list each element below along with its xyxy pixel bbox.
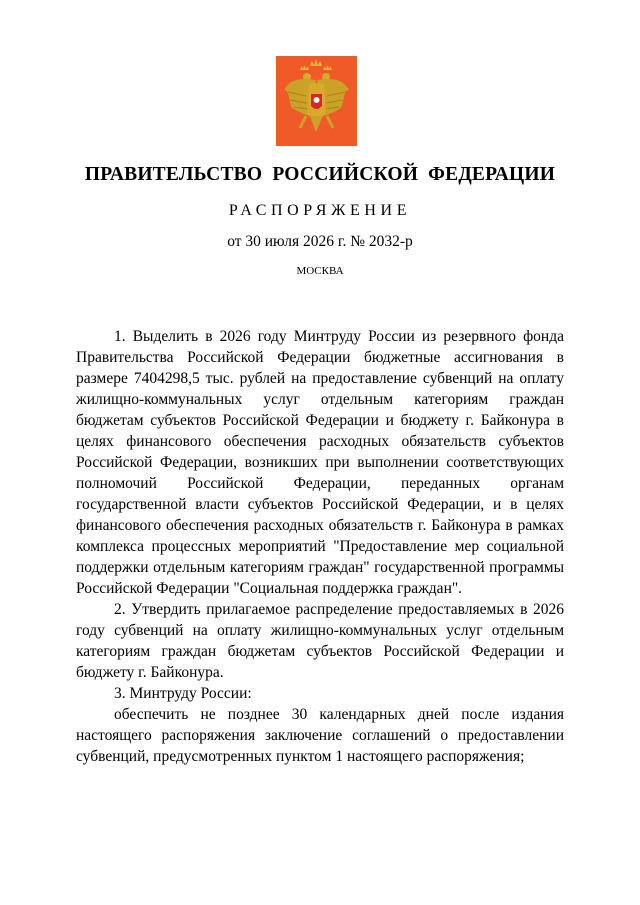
paragraph-item-3: 3. Минтруду России: [114, 685, 252, 702]
government-title: ПРАВИТЕЛЬСТВО РОССИЙСКОЙ ФЕДЕРАЦИИ [84, 164, 556, 185]
document-type: РАСПОРЯЖЕНИЕ [228, 202, 412, 219]
paragraph-item-2: 2. Утвердить прилагаемое распределение предоставляемых в 2026 году субвенций на оплату жилищно-коммунальных услуг отдельным категориям граждан бюджетам субъектов Российской Федерации и бюджету г. Байконура. [76, 601, 564, 681]
document-place: МОСКВА [296, 265, 344, 277]
document-body [76, 326, 564, 767]
coat-of-arms-emblem [276, 56, 357, 146]
paragraph-item-1: 1. Выделить в 2026 году Минтруду России из резервного фонда Правительства Российской Федерации бюджетные ассигнования в размере 7404298,5 тыс. рублей на предоставление субвенций на оплату жилищно-коммунальных услуг отдельным категориям граждан бюджетам субъектов Российской Федерации и бюджету г. Байконура в целях финансового обеспечения расходных обязательств субъектов Российской Федерации, возникших при выполнении соответствующих полномочий Российской Федерации, переданных органам государственной власти субъектов Российской Федерации, и в целях финансового обеспечения расходных обязательств г. Байконура в рамках комплекса процессных мероприятий "Предоставление мер социальной поддержки отдельным категориям граждан" государственной программы Российской Федерации "Социальная поддержка граждан". [76, 328, 564, 597]
paragraph-item-3-subclause: обеспечить не позднее 30 календарных дней после издания настоящего распоряжения заключение соглашений о предоставлении субвенций, предусмотренных пунктом 1 настоящего распоряжения; [76, 706, 564, 765]
document-date-number: от 30 июля 2026 г. № 2032-р [227, 233, 413, 250]
